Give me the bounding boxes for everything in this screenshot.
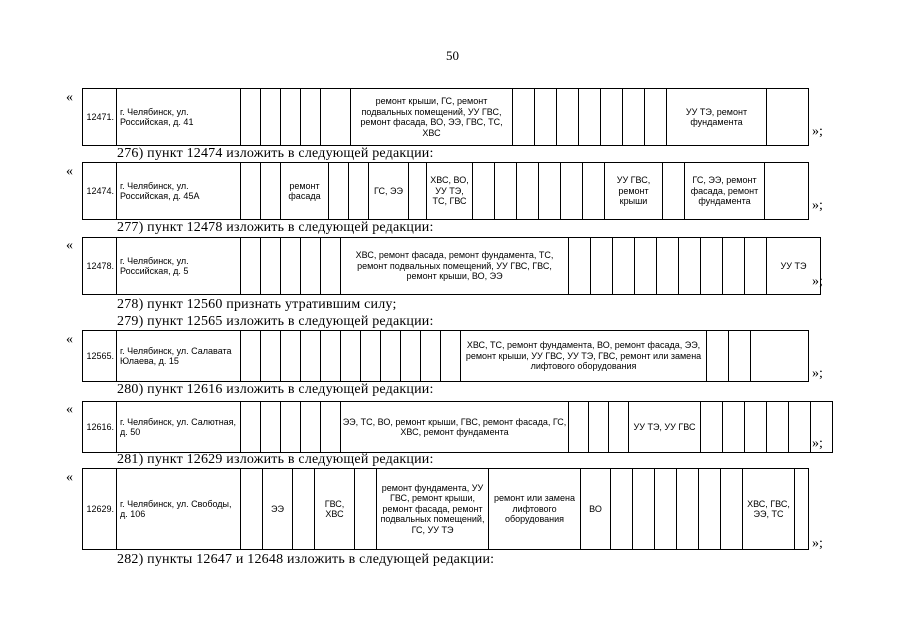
table-row-12565 [82,330,809,382]
row-number: 12478. [83,238,117,295]
table-row-12471 [82,88,809,146]
close-quote: »; [812,436,823,451]
open-quote: « [66,402,73,417]
heading-280: 280) пункт 12616 изложить в следующей редакции: [117,382,434,397]
heading-277: 277) пункт 12478 изложить в следующей редакции: [117,220,434,235]
works-cell: ремонт или замена лифтового оборудования [489,469,581,550]
table-row-12478 [82,237,821,295]
page-number: 50 [446,48,459,63]
works-cell: ГС, ЭЭ [369,163,409,220]
heading-281: 281) пункт 12629 изложить в следующей редакции: [117,452,434,467]
close-quote: »; [812,198,823,213]
table-row-12474 [82,162,809,220]
address-cell: г. Челябинск, ул. Российская, д. 5 [117,238,241,295]
works-cell: УУ ГВС, ремонт крыши [605,163,663,220]
row-number: 12471. [83,89,117,146]
close-quote: »; [812,536,823,551]
address-cell: г. Челябинск, ул. Салавата Юлаева, д. 15 [117,331,241,382]
open-quote: « [66,90,73,105]
works-cell: ремонт фасада [281,163,329,220]
address-cell: г. Челябинск, ул. Российская, д. 45А [117,163,241,220]
address-cell: г. Челябинск, ул. Российская, д. 41 [117,89,241,146]
works-cell: УУ ТЭ, УУ ГВС [629,402,701,453]
heading-279: 279) пункт 12565 изложить в следующей редакции: [117,314,434,329]
heading-278: 278) пункт 12560 признать утратившим силу; [117,297,397,312]
works-cell: ЭЭ [263,469,293,550]
works-cell: УУ ТЭ, ремонт фундамента [667,89,767,146]
table-row-12616 [82,401,833,453]
close-quote: »; [812,366,823,381]
open-quote: « [66,470,73,485]
row-number: 12629. [83,469,117,550]
heading-276: 276) пункт 12474 изложить в следующей редакции: [117,146,434,161]
works-cell: ремонт крыши, ГС, ремонт подвальных помещений, УУ ГВС, ремонт фасада, ВО, ЭЭ, ГВС, ТС, ХВС [351,89,513,146]
works-cell: ХВС, ГВС, ЭЭ, ТС [743,469,795,550]
open-quote: « [66,164,73,179]
row-number: 12565. [83,331,117,382]
open-quote: « [66,238,73,253]
works-cell: ГВС, ХВС [315,469,355,550]
open-quote: « [66,332,73,347]
close-quote: »; [812,124,823,139]
works-cell: ВО [581,469,611,550]
heading-282: 282) пункты 12647 и 12648 изложить в следующей редакции: [117,552,495,567]
works-cell: ХВС, ВО, УУ ТЭ, ТС, ГВС [427,163,473,220]
address-cell: г. Челябинск, ул. Свободы, д. 106 [117,469,241,550]
works-cell: ремонт фундамента, УУ ГВС, ремонт крыши, ремонт фасада, ремонт подвальных помещений, ГС, УУ ТЭ [377,469,489,550]
works-cell: ХВС, ремонт фасада, ремонт фундамента, ТС, ремонт подвальных помещений, УУ ГВС, ГВС, ремонт крыши, ВО, ЭЭ [341,238,569,295]
works-cell: ЭЭ, ТС, ВО, ремонт крыши, ГВС, ремонт фасада, ГС, ХВС, ремонт фундамента [341,402,569,453]
table-row-12629 [82,468,809,550]
row-number: 12616. [83,402,117,453]
works-cell: УУ ТЭ [767,238,821,295]
address-cell: г. Челябинск, ул. Салютная, д. 50 [117,402,241,453]
works-cell: ХВС, ТС, ремонт фундамента, ВО, ремонт фасада, ЭЭ, ремонт крыши, УУ ГВС, УУ ТЭ, ГВС, ремонт или замена лифтового оборудования [461,331,707,382]
row-number: 12474. [83,163,117,220]
close-quote: »; [812,274,823,289]
works-cell: ГС, ЭЭ, ремонт фасада, ремонт фундамента [685,163,765,220]
